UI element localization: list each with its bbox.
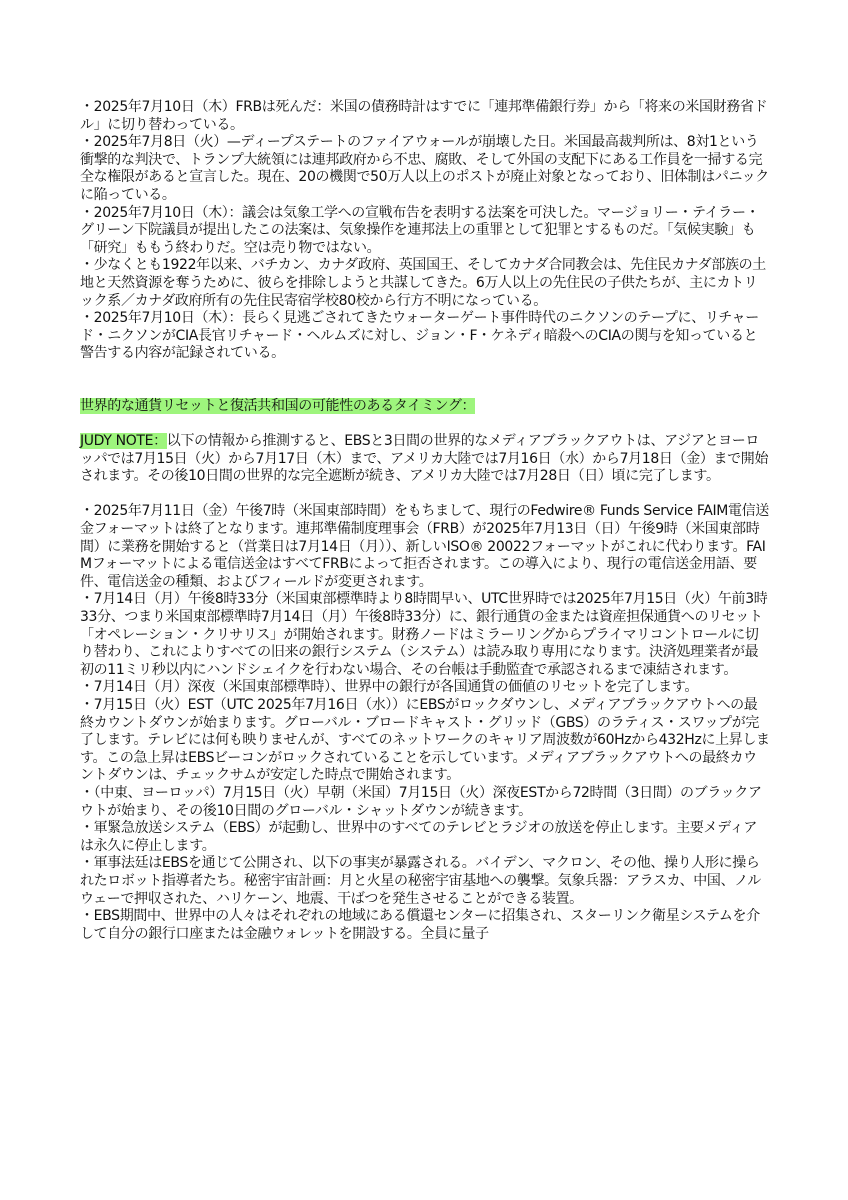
bullet-redemption-centers: ・EBS期間中、世界中の人々はそれぞれの地域にある償還センターに招集され、スターリンク衛星システムを介して自分の銀行口座または金融ウォレットを開設する。全員に量子 [80,908,760,942]
bullet-ebs-broadcast: ・軍緊急放送システム（EBS）が起動し、世界中のすべてのテレビとラジオの放送を停止します。主要メディアは永久に停止します。 [80,820,758,854]
bullet-military-tribunals: ・軍事法廷はEBSを通じて公開され、以下の事実が暴露される。バイデン、マクロン、その他、操り人形に操られたロボット指導者たち。秘密宇宙計画：月と火星の秘密宇宙基地への襲撃。気象兵器：アラスカ、中国、ノルウェーで押収された、ハリケーン、地震、干ばつを発生させることができる装置。 [80,855,761,907]
heading-spacer [80,416,770,434]
section-heading [80,398,770,416]
bullet-supreme-court: ・2025年7月8日（火）—ディープステートのファイアウォールが崩壊した日。米国最高裁判所は、8対1という衝撃的な判決で、トランプ大統領には連邦政府から不忠、腐敗、そして外国の支配下にある工作員を一掃する完全な権限があると宣言した。現在、20の機関で50万人以上のポストが廃止対象となっており、旧体制はパニックに陥っている。 [80,134,769,203]
section-spacer [80,363,770,398]
bullet-currency-reset: ・7月14日（月）深夜（米国東部標準時）、世界中の銀行が各国通貨の価値のリセットを完了します。 [80,679,699,696]
note-spacer [80,486,770,504]
bullet-ebs-lockdown: ・7月15日（火）EST（UTC 2025年7月16日（水））にEBSがロックダウンし、メディアブラックアウトへの最終カウントダウンが始まります。グローバル・ブロードキャスト・グリッド（GBS）のラティス・スワップが完了します。テレビには何も映りませんが、すべてのネットワークのキャリア周波数が60Hzから432Hzに上昇します。この急上昇はEBSビーコンがロックされていることを示しています。メディアブラックアウトへの最終カウントダウンは、チェックサムが安定した時点で開始されます。 [80,697,770,784]
document-page [80,99,770,943]
judy-note-label: JUDY NOTE： [80,433,167,450]
bullet-frb-dead: ・2025年7月10日（木）FRBは死んだ：米国の債務時計はすでに「連邦準備銀行券」から「将来の米国財務省ドル」に切り替わっている。 [80,99,768,133]
judy-note [80,433,770,486]
bullet-nixon-tapes: ・2025年7月10日（木）：長らく見逃ごされてきたウォーターゲート事件時代のニクソンのテープに、リチャード・ニクソンがCIA長官リチャード・ヘルムズに対し、ジョン・F・ケネディ暗殺へのCIAの関与を知っていると警告する内容が記録されている。 [80,310,759,362]
bullet-chrysalis: ・7月14日（月）午後8時33分（米国東部標準時より8時間早い、UTC世界時では2025年7月15日（火）午前3時33分、つまり米国東部標準時7月14日（月）午後8時33分）に、銀行通貨の金または資産担保通貨へのリセット「オペレーション・クリサリス」が開始されます。財務ノードはミラーリングからプライマリコントロールに切り替わり、これによりすべての旧来の銀行システム（システム）は読み取り専用になります。決済処理業者が最初の11ミリ秒以内にハンドシェイクを行わない場合、その台帳は手動監査で承認されるまで凍結されます。 [80,591,768,678]
section-heading-text: 世界的な通貨リセットと復活共和国の可能性のあるタイミング： [80,397,476,414]
bullet-weather-bill: ・2025年7月10日（木）：議会は気象工学への宣戦布告を表明する法案を可決した。マージョリー・テイラー・グリーン下院議員が提出したこの法案は、気象操作を連邦法上の重罪として犯罪とするものだ。「気候実験」も「研究」ももう終わりだ。空は売り物ではない。 [80,204,760,256]
bullet-fedwire: ・2025年7月11日（金）午後7時（米国東部時間）をもちまして、現行のFedwire® Funds Service FAIM電信送金フォーマットは終了となります。連邦準備制度理事会（FRB）が2025年7月13日（日）午後9時（米国東部時間）に業務を開始すると（営業日は7月14日（月））、新しいISO® 20022フォーマットがこれに代わります。FAIMフォーマットによる電信送金はすべてFRBによって拒否されます。この導入により、現行の電信送金用語、要件、電信送金の種類、およびフィールドが変更されます。 [80,503,769,590]
bullet-indigenous-children: ・少なくとも1922年以来、バチカン、カナダ政府、英国国王、そしてカナダ合同教会は、先住民カナダ部族の土地と天然資源を奪うために、彼らを排除しようと共謀してきた。6万人以上の先住民の子供たちが、主にカトリック系／カナダ政府所有の先住民寄宿学校80校から行方不明になっている。 [80,257,766,309]
bullet-blackout: ・（中東、ヨーロッパ）7月15日（火）早朝（米国）7月15日（火）深夜ESTから72時間（3日間）のブラックアウトが始まり、その後10日間のグローバル・シャットダウンが続きます。 [80,784,762,819]
judy-note-text: 以下の情報から推測すると、EBSと3日間の世界的なメディアブラックアウトは、アジアとヨーロッパでは7月15日（火）から7月17日（木）まで、アメリカ大陸では7月16日（水）から7月18日（金）まで開始されます。その後10日間の世界的な完全遮断が続き、アメリカ大陸では7月28日（日）頃に完了します。 [80,433,769,485]
